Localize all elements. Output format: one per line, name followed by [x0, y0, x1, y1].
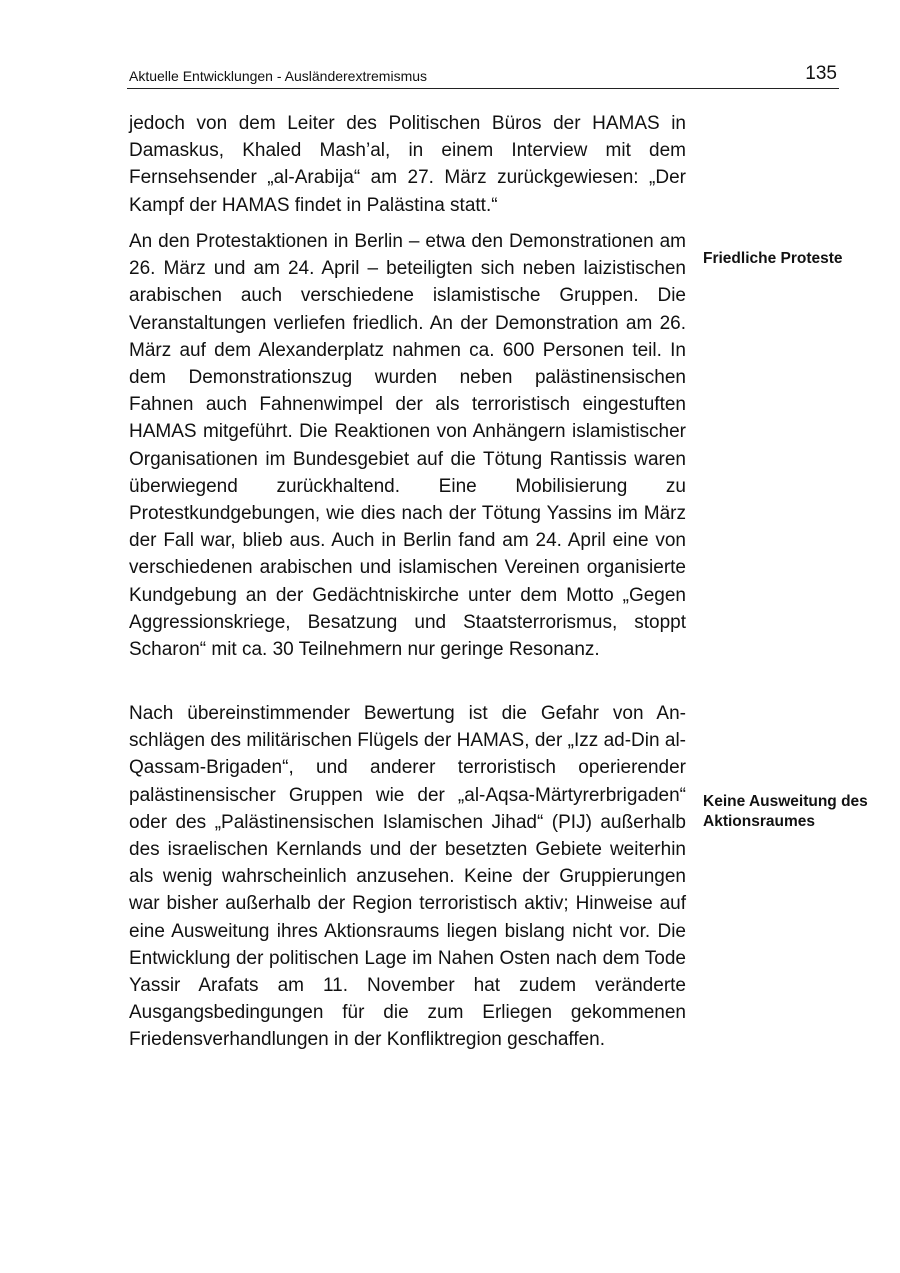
- paragraph-2: An den Protestaktionen in Berlin – etwa den Demonstrationen am 26. März und am 24. April – beteiligten sich neben laizistischen arabischen auch verschiedene islamistische Gruppen. Die Veranstaltungen verliefen friedlich. An der Demonstration am 26. März auf dem Alexanderplatz nahmen ca. 600 Personen teil. In dem Demonstrationszug wurden neben palästinensischen Fahnen auch Fahnenwimpel der als terroristisch eingestuften HAMAS mitgeführt. Die Reaktionen von Anhängern islamistischer Organisationen im Bundesgebiet auf die Tötung Rantissis waren überwiegend zurückhaltend. Eine Mobilisierung zu Protestkundgebungen, wie dies nach der Tötung Yassins im März der Fall war, blieb aus. Auch in Berlin fand am 24. April eine von verschiedenen arabischen und islamischen Vereinen organisierte Kundgebung an der Gedächtniskirche unter dem Motto „Gegen Aggressionskriege, Besatzung und Staatsterrorismus, stoppt Scharon“ mit ca. 30 Teilnehmern nur geringe Resonanz.: [129, 231, 686, 661]
- margin-note-keine-ausweitung: Keine Ausweitung des Aktionsraumes: [703, 793, 868, 830]
- paragraph-3: Nach übereinstimmender Bewertung ist die Gefahr von Anschlägen des militärischen Flügels der HAMAS, der „Izz ad-Din al-Qassam-Brigaden“, und anderer terroristisch operierender palästinensischer Gruppen wie der „al-Aqsa-Märtyrerbrigaden“ oder des „Palästinensischen Islamischen Jihad“ (PIJ) außerhalb des israelischen Kernlands und der besetzten Gebiete weiterhin als wenig wahrscheinlich anzusehen. Keine der Gruppierungen war bisher außerhalb der Region terroristisch aktiv; Hinweise auf eine Ausweitung ihres Aktionsraums liegen bislang nicht vor. Die Entwicklung der politischen Lage im Nahen Osten nach dem Tode Yassir Arafats am 11. November hat zudem veränderte Ausgangsbedingungen für die zum Erliegen gekommenen Friedensverhandlungen in der Konfliktregion geschaffen.: [129, 703, 686, 1051]
- running-header: [127, 60, 839, 89]
- margin-note-friedliche-proteste: Friedliche Proteste: [703, 250, 843, 267]
- page-number: 135: [805, 63, 837, 84]
- header-title: Aktuelle Entwicklungen - Ausländerextremismus: [129, 68, 428, 84]
- paragraph-1: jedoch von dem Leiter des Politischen Büros der HAMAS in Damaskus, Khaled Mash’al, in einem Interview mit dem Fernsehsender „al-Arabija“ am 27. März zurückgewiesen: „Der Kampf der HAMAS findet in Palästina statt.“: [129, 113, 686, 216]
